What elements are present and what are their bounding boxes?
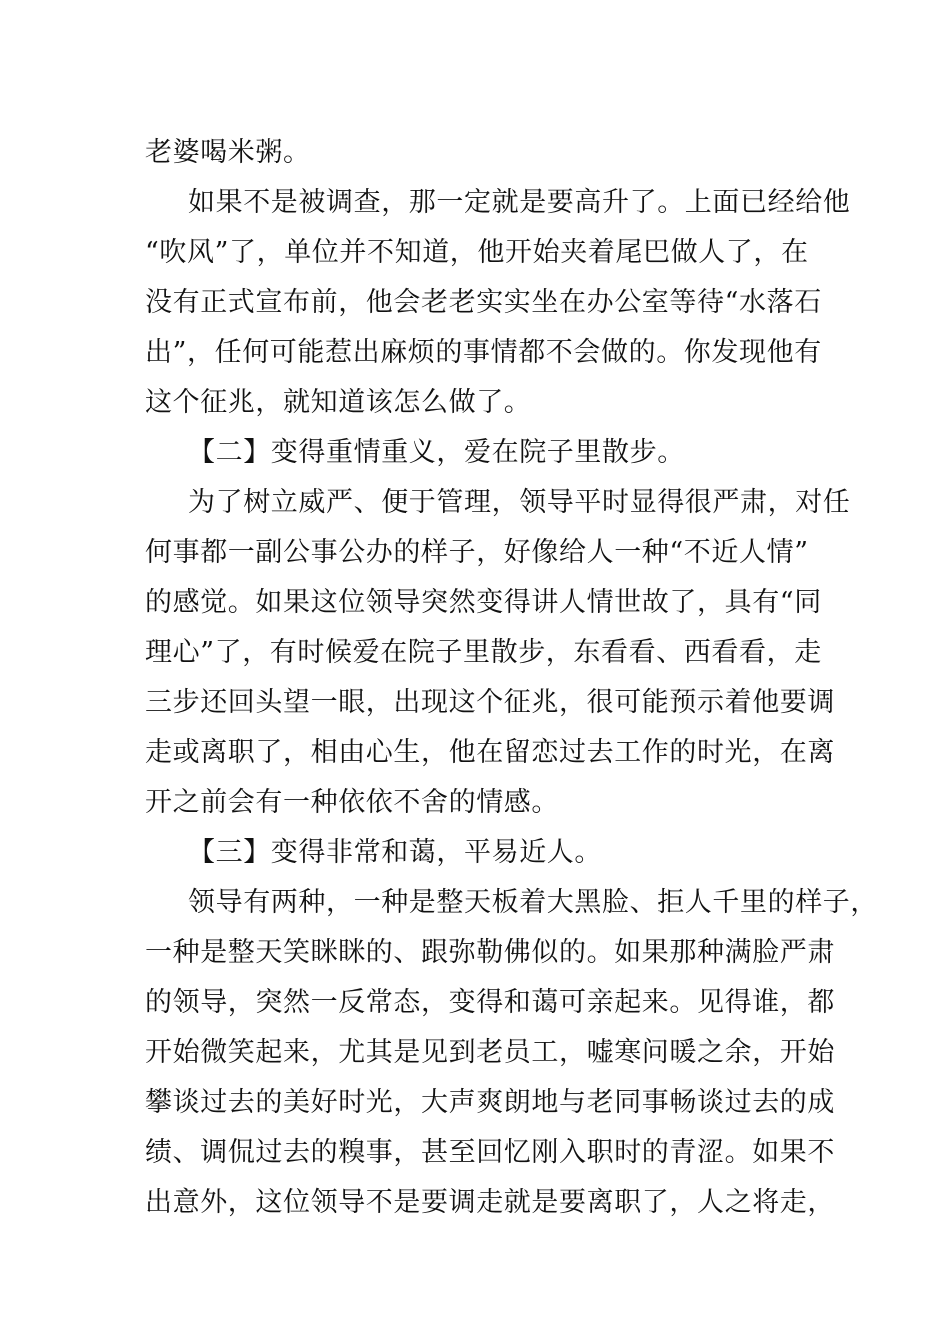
text-line: 的领导，突然一反常态，变得和蔼可亲起来。见得谁，都 (145, 987, 835, 1018)
text-line: 开始微笑起来，尤其是见到老员工，嘘寒问暖之余，开始 (145, 1037, 835, 1068)
section-heading-3: 【三】变得非常和蔼，平易近人。 (188, 837, 602, 868)
text-line: 理心”了，有时候爱在院子里散步，东看看、西看看，走 (145, 637, 822, 668)
section-heading-2: 【二】变得重情重义，爱在院子里散步。 (188, 437, 685, 468)
paragraph-start-line: 为了树立威严、便于管理，领导平时显得很严肃，对任 (188, 487, 851, 518)
text-line: 老婆喝米粥。 (145, 137, 311, 168)
text-line: 何事都一副公事公办的样子，好像给人一种“不近人情” (145, 537, 809, 568)
text-line: 三步还回头望一眼，出现这个征兆，很可能预示着他要调 (145, 687, 835, 718)
text-line: 走或离职了，相由心生，他在留恋过去工作的时光，在离 (145, 737, 835, 768)
body-text (145, 128, 878, 1228)
paragraph-start-line: 如果不是被调查，那一定就是要高升了。上面已经给他 (188, 187, 851, 218)
text-line: 没有正式宣布前，他会老老实实坐在办公室等待“水落石 (145, 287, 822, 318)
text-line: 出意外，这位领导不是要调走就是要离职了，人之将走， (145, 1187, 835, 1218)
text-line: 攀谈过去的美好时光，大声爽朗地与老同事畅谈过去的成 (145, 1087, 835, 1118)
text-line: 出”，任何可能惹出麻烦的事情都不会做的。你发现他有 (145, 337, 822, 368)
paragraph-start-line: 领导有两种，一种是整天板着大黑脸、拒人千里的样子， (188, 887, 878, 918)
text-line: 绩、调侃过去的糗事，甚至回忆刚入职时的青涩。如果不 (145, 1137, 835, 1168)
text-line: 的感觉。如果这位领导突然变得讲人情世故了，具有“同 (145, 587, 822, 618)
text-line: 一种是整天笑眯眯的、跟弥勒佛似的。如果那种满脸严肃 (145, 937, 835, 968)
text-line: 这个征兆，就知道该怎么做了。 (145, 387, 532, 418)
text-line: 开之前会有一种依依不舍的情感。 (145, 787, 559, 818)
text-line: “吹风”了，单位并不知道，他开始夹着尾巴做人了，在 (145, 237, 809, 268)
